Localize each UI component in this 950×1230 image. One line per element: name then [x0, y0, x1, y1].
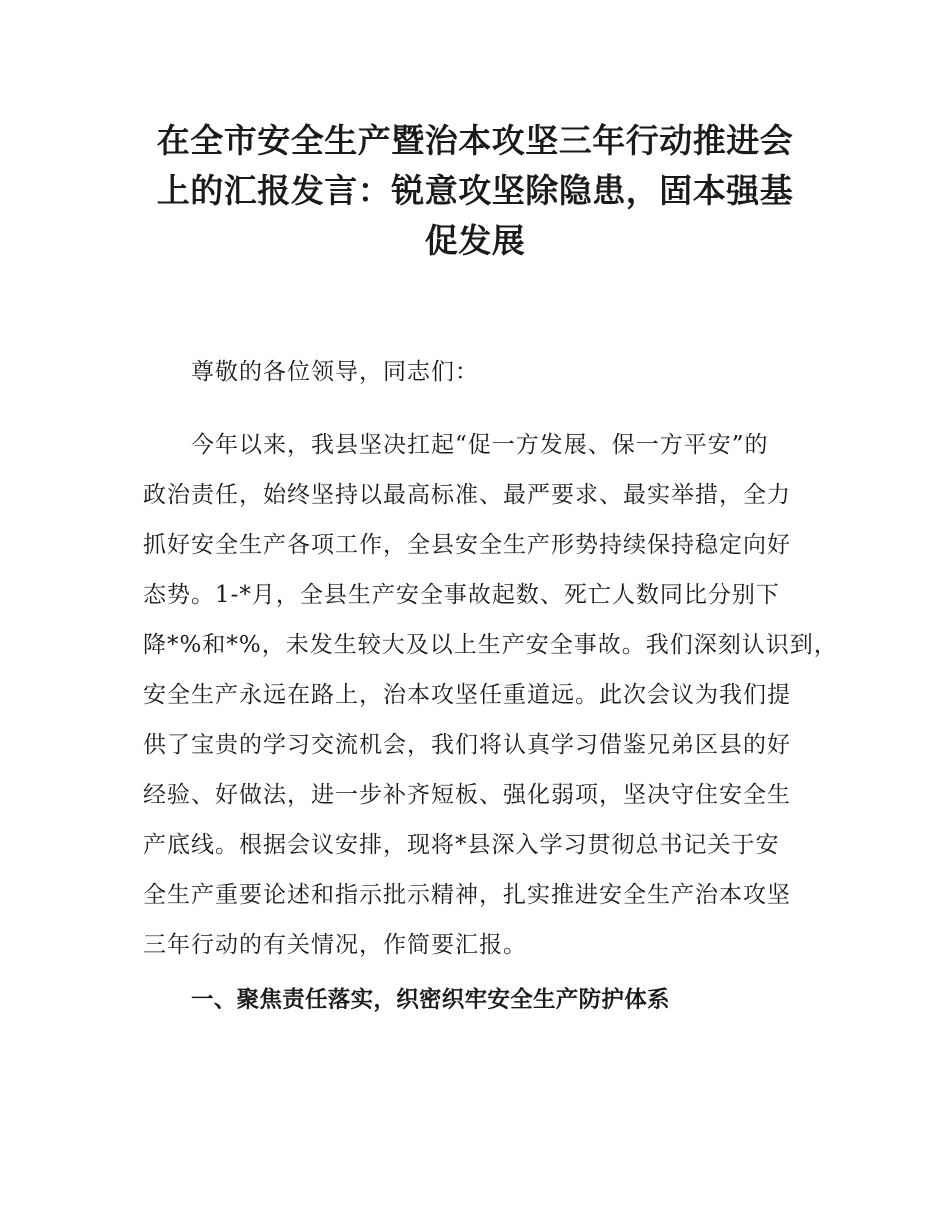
document-title [140, 116, 810, 266]
paragraph-line: 三年行动的有关情况，作简要汇报。 [143, 932, 527, 958]
title-line: 促发展 [424, 221, 526, 260]
paragraph-line: 态势。1-*月，全县生产安全事故起数、死亡人数同比分别下 [143, 582, 780, 608]
paragraph-line: 供了宝贵的学习交流机会，我们将认真学习借鉴兄弟区县的好 [143, 732, 791, 758]
paragraph-line: 经验、好做法，进一步补齐短板、强化弱项，坚决守住安全生 [143, 782, 791, 808]
paragraph-line: 政治责任，始终坚持以最高标准、最严要求、最实举措，全力 [143, 482, 791, 508]
intro-paragraph [143, 420, 838, 970]
greeting: 尊敬的各位领导，同志们： [191, 359, 479, 385]
paragraph-line: 全生产重要论述和指示批示精神，扎实推进安全生产治本攻坚 [143, 882, 791, 908]
section-heading: 一、聚焦责任落实，织密织牢安全生产防护体系 [191, 987, 670, 1013]
paragraph-line: 降*%和*%，未发生较大及以上生产安全事故。我们深刻认识到， [143, 632, 838, 658]
paragraph-line: 安全生产永远在路上，治本攻坚任重道远。此次会议为我们提 [143, 682, 791, 708]
paragraph-line: 抓好安全生产各项工作，全县安全生产形势持续保持稳定向好 [143, 532, 791, 558]
paragraph-line: 产底线。根据会议安排，现将*县深入学习贯彻总书记关于安 [143, 832, 780, 858]
title-line: 在全市安全生产暨治本攻坚三年行动推进会 [156, 121, 794, 160]
paragraph-line: 今年以来，我县坚决扛起“促一方发展、保一方平安”的 [191, 432, 769, 458]
title-line: 上的汇报发言：锐意攻坚除隐患，固本强基 [156, 171, 794, 210]
